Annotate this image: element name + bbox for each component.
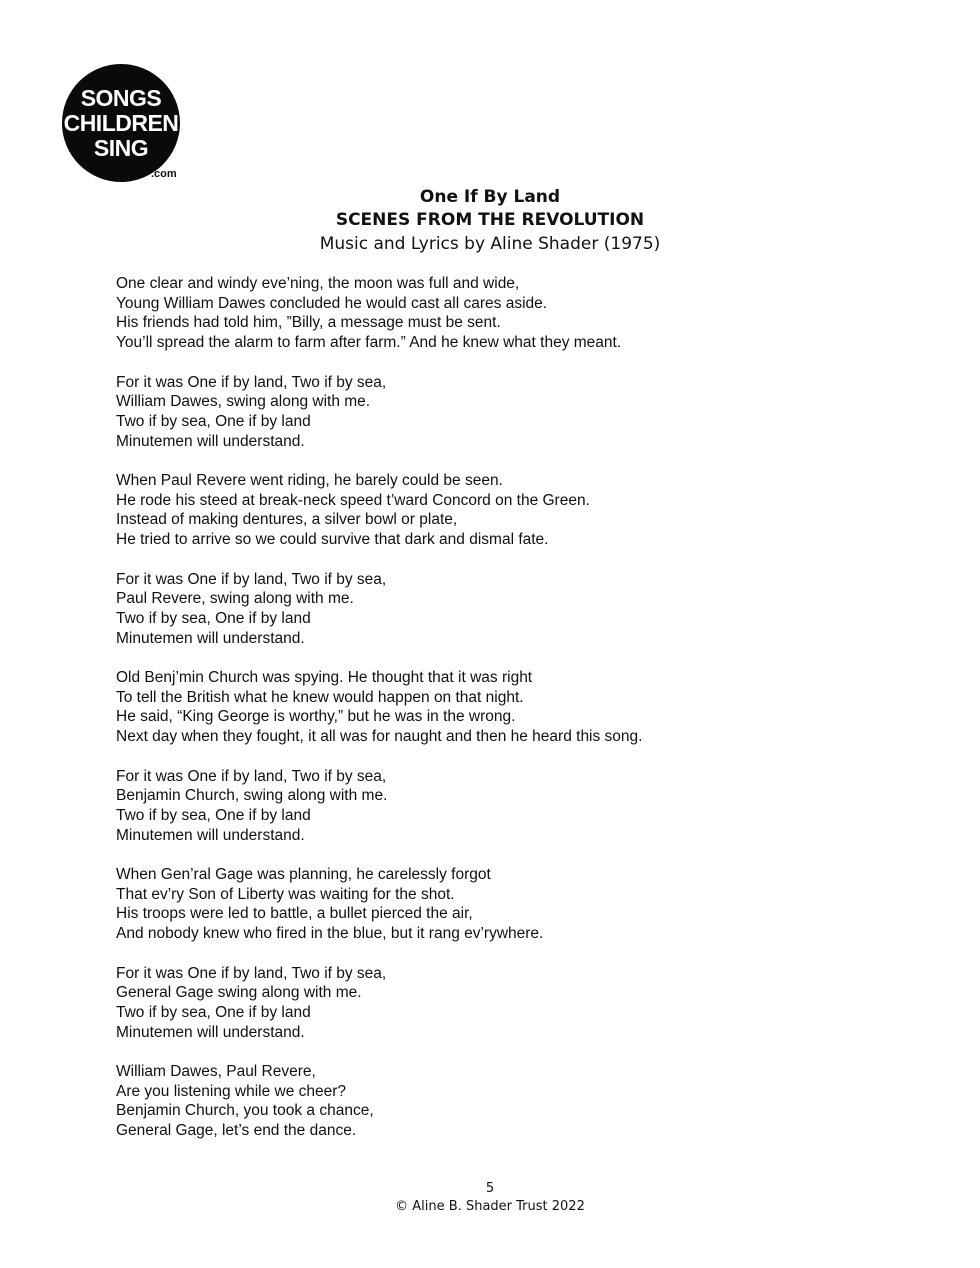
lyric-stanza (116, 964, 876, 1043)
lyric-line: For it was One if by land, Two if by sea, (116, 767, 387, 785)
logo-dot-com: .com (151, 168, 177, 180)
lyric-line: Two if by sea, One if by land (116, 1003, 311, 1021)
lyric-line: For it was One if by land, Two if by sea, (116, 570, 387, 588)
lyric-line: William Dawes, swing along with me. (116, 393, 371, 411)
lyric-line: That ev’ry Son of Liberty was waiting for the shot. (116, 885, 455, 903)
lyric-line: Benjamin Church, swing along with me. (116, 787, 388, 805)
lyric-line: Two if by sea, One if by land (116, 412, 311, 430)
lyric-line: His friends had told him, ”Billy, a message must be sent. (116, 314, 501, 332)
lyric-line: For it was One if by land, Two if by sea, (116, 373, 387, 391)
lyric-stanza (116, 865, 876, 944)
song-credit: Music and Lyrics by Aline Shader (1975) (319, 234, 661, 254)
lyric-line: He rode his steed at break-neck speed t’ward Concord on the Green. (116, 491, 590, 509)
lyric-line: Are you listening while we cheer? (116, 1082, 347, 1100)
page-footer (0, 1180, 980, 1216)
lyric-line: Old Benj’min Church was spying. He thought that it was right (116, 669, 533, 686)
lyric-stanza (116, 570, 876, 649)
page-number: 5 (485, 1181, 495, 1196)
lyric-stanza (116, 471, 876, 550)
logo-line-sing: SING (93, 135, 149, 161)
lyric-line: And nobody knew who fired in the blue, but it rang ev’rywhere. (116, 925, 544, 943)
lyric-line: Minutemen will understand. (116, 432, 305, 450)
lyric-line: You’ll spread the alarm to farm after farm.” And he knew what they meant. (116, 334, 622, 352)
lyric-line: One clear and windy eve’ning, the moon was full and wide, (116, 275, 520, 292)
lyric-line: His troops were led to battle, a bullet pierced the air, (116, 905, 473, 923)
logo-line-songs: SONGS (80, 85, 162, 111)
lyric-line: Minutemen will understand. (116, 826, 305, 844)
lyric-line: Young William Dawes concluded he would cast all cares aside. (116, 294, 548, 312)
lyric-line: For it was One if by land, Two if by sea, (116, 964, 387, 982)
logo-line-children: CHILDREN (63, 110, 179, 136)
lyric-line: General Gage, let’s end the dance. (116, 1122, 357, 1140)
lyric-line: Two if by sea, One if by land (116, 609, 311, 627)
lyric-stanza (116, 1062, 876, 1141)
copyright-notice: © Aline B. Shader Trust 2022 (395, 1199, 585, 1214)
lyric-line: William Dawes, Paul Revere, (116, 1063, 316, 1080)
lyric-line: Two if by sea, One if by land (116, 806, 311, 824)
lyric-line: Benjamin Church, you took a chance, (116, 1102, 374, 1120)
logo-wordmark (62, 86, 180, 161)
song-title: One If By Land (419, 187, 561, 207)
lyric-line: Minutemen will understand. (116, 629, 305, 647)
lyrics-body (116, 274, 876, 1161)
song-header (0, 185, 980, 257)
lyric-line: General Gage swing along with me. (116, 984, 362, 1002)
songs-children-sing-logo (62, 64, 180, 182)
lyric-line: Paul Revere, swing along with me. (116, 590, 354, 608)
lyric-line: Instead of making dentures, a silver bowl or plate, (116, 511, 458, 529)
lyric-stanza (116, 668, 876, 747)
song-subtitle: SCENES FROM THE REVOLUTION (335, 210, 645, 230)
lyric-line: He said, “King George is worthy,” but he was in the wrong. (116, 708, 516, 726)
lyric-stanza (116, 373, 876, 452)
lyric-line: When Gen’ral Gage was planning, he carelessly forgot (116, 866, 491, 883)
lyric-line: He tried to arrive so we could survive that dark and dismal fate. (116, 531, 549, 549)
lyric-stanza (116, 767, 876, 846)
lyric-stanza (116, 274, 876, 353)
lyric-line: To tell the British what he knew would happen on that night. (116, 688, 524, 706)
lyric-line: Minutemen will understand. (116, 1023, 305, 1041)
lyric-line: When Paul Revere went riding, he barely could be seen. (116, 472, 503, 489)
lyric-line: Next day when they fought, it all was for naught and then he heard this song. (116, 728, 643, 746)
